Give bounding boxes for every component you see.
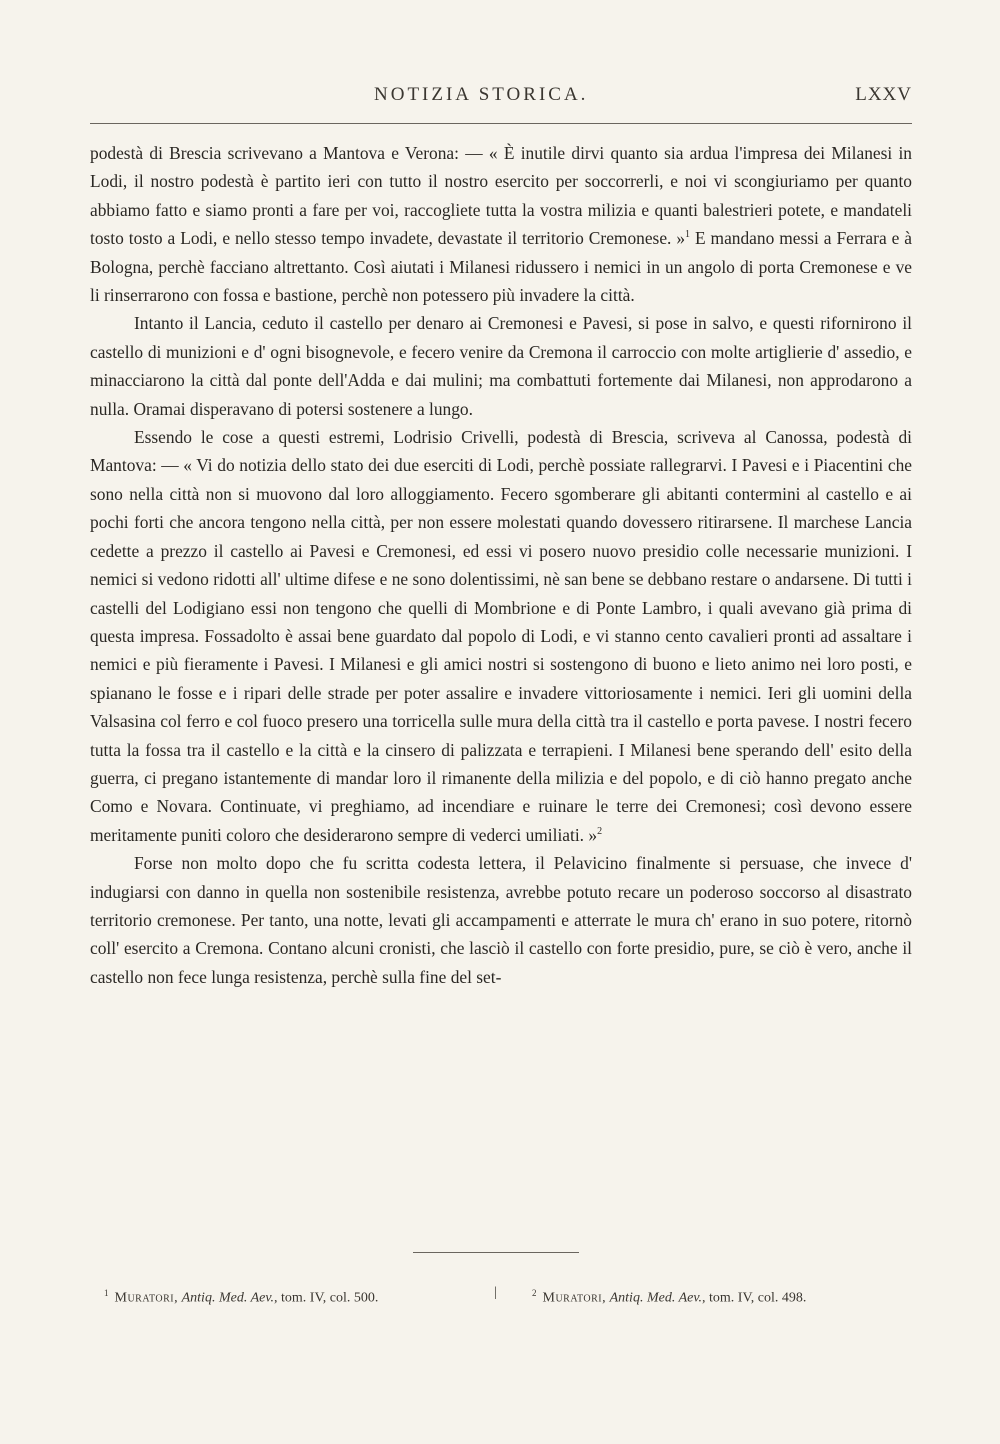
paragraph-3-text: Essendo le cose a questi estremi, Lodrisio Crivelli, podestà di Brescia, scriveva al Canossa, podestà di Mantova: — « Vi do notizia dello stato dei due eserciti di Lodi, perchè possiate rallegrarvi. I Pavesi e i Piacentini che sono nella città non si muovono dal loro alloggiamento. Fecero sgomberare gli abitanti contermini al castello e ai pochi forti che ancora tengono nella città, per non essere molestati quando dovessero ritirarsene. Il marchese Lancia cedette a prezzo il castello ai Pavesi e Cremonesi, ed essi vi posero nuovo presidio colle necessarie munizioni. I nemici si vedono ridotti all' ultime difese e ne sono dolentissimi, nè san bene se debbano restare o andarsene. Di tutti i castelli del Lodigiano essi non tengono che quelli di Mombrione e di Ponte Lambro, i quali avevano già prima di questa impresa. Fossadolto è assai bene guardato dal popolo di Lodi, e vi stanno cento cavalieri pronti ad assaltare i nemici e più fieramente i Pavesi. I Milanesi e gli amici nostri si sostengono di buono e lieto animo nei loro posti, e spianano le fosse e i ripari delle strade per poter assalire e invadere vittoriosamente i nemici. Ieri gli uomini della Valsasina col ferro e col fuoco presero una torricella sulle mura della città tra il castello e porta pavese. I nostri fecero tutta la fossa tra il castello e la città e la cinsero di palizzata e terrapieni. I Milanesi bene sperando dell' esito della guerra, ci pregano istantemente di mandar loro il rimanente della milizia e del popolo, e di ciò hanno pregato anche Como e Novara. Continuate, vi preghiamo, ad incendiare e ruinare le terre dei Cremonesi; così devono essere meritamente puniti coloro che desiderarono sempre di vederci umiliati. » — [90, 427, 912, 845]
footnote-1-marker: 1 — [104, 1288, 109, 1298]
footnote-separator: | — [494, 1285, 497, 1300]
footnote-marker-1: 1 — [685, 229, 691, 241]
footnote-2 — [532, 1283, 806, 1309]
paragraph-4: Forse non molto dopo che fu scritta codesta lettera, il Pelavicino finalmente si persuase, che invece d' indugiarsi con danno in quella non sostenibile resistenza, avrebbe potuto recare un poderoso soccorso al disastrato territorio cremonese. Per tanto, una notte, levati gli accampamenti e atterrate le mura ch' erano in suo potere, ritornò coll' esercito a Cremona. Contano alcuni cronisti, che lasciò il castello con forte presidio, pure, se ciò è vero, anche il castello non fece lunga resistenza, perchè sulla fine del set- — [90, 853, 912, 987]
body-text — [90, 139, 912, 991]
paragraph-3 — [90, 423, 912, 849]
footnote-2-author: Muratori, — [542, 1290, 607, 1306]
footnote-1-author: Muratori, — [114, 1290, 179, 1306]
paragraph-1-part-a: podestà di Brescia scrivevano a Mantova e Verona: — « È inutile dirvi quanto sia ardua l'impresa dei Milanesi in Lodi, il nostro podestà è partito ieri con tutto il nostro esercito per soccorrerli, e noi vi scongiuriamo per quanto abbiamo fatto e siamo pronti a fare per voi, raccogliete tutta la vostra milizia e quanti balestrieri potete, e mandateli tosto tosto a Lodi, e nello stesso tempo invadete, devastate il territorio Cremonese. » — [90, 143, 912, 249]
paragraph-2: Intanto il Lancia, ceduto il castello per denaro ai Cremonesi e Pavesi, si pose in salvo, e questi rifornirono il castello di munizioni e d' ogni bisognevole, e fecero venire da Cremona il carroccio con molte artiglierie d' assedio, e minacciarono la città dal ponte dell'Adda e dai mulini; ma combattuti fortemente dai Milanesi, non approdarono a nulla. Oramai disperavano di potersi sostenere a lungo. — [90, 313, 912, 419]
paragraph-1 — [90, 139, 912, 309]
footnote-2-marker: 2 — [532, 1288, 537, 1298]
running-title: NOTIZIA STORICA. — [374, 84, 589, 105]
footnote-rule — [413, 1252, 579, 1253]
page-header — [90, 84, 912, 114]
footnote-1-work: Antiq. Med. Aev. — [181, 1290, 275, 1306]
paragraph-1-part-b: E mandano messi a Ferrara e à Bologna, perchè facciano altrettanto. Così aiutati i Milanesi ridussero i nemici in un angolo di porta Cremonese e ve li rinserrarono con fossa e bastione, perchè non potessero più invadere la città. — [90, 228, 912, 306]
header-rule — [90, 123, 912, 124]
footnote-marker-2: 2 — [597, 825, 603, 837]
footnote-1 — [104, 1283, 378, 1309]
footnote-2-ref: , tom. IV, col. 498. — [702, 1290, 807, 1306]
footnote-1-ref: , tom. IV, col. 500. — [274, 1290, 379, 1306]
page-number: LXXV — [855, 84, 912, 105]
footnote-2-work: Antiq. Med. Aev. — [609, 1290, 703, 1306]
